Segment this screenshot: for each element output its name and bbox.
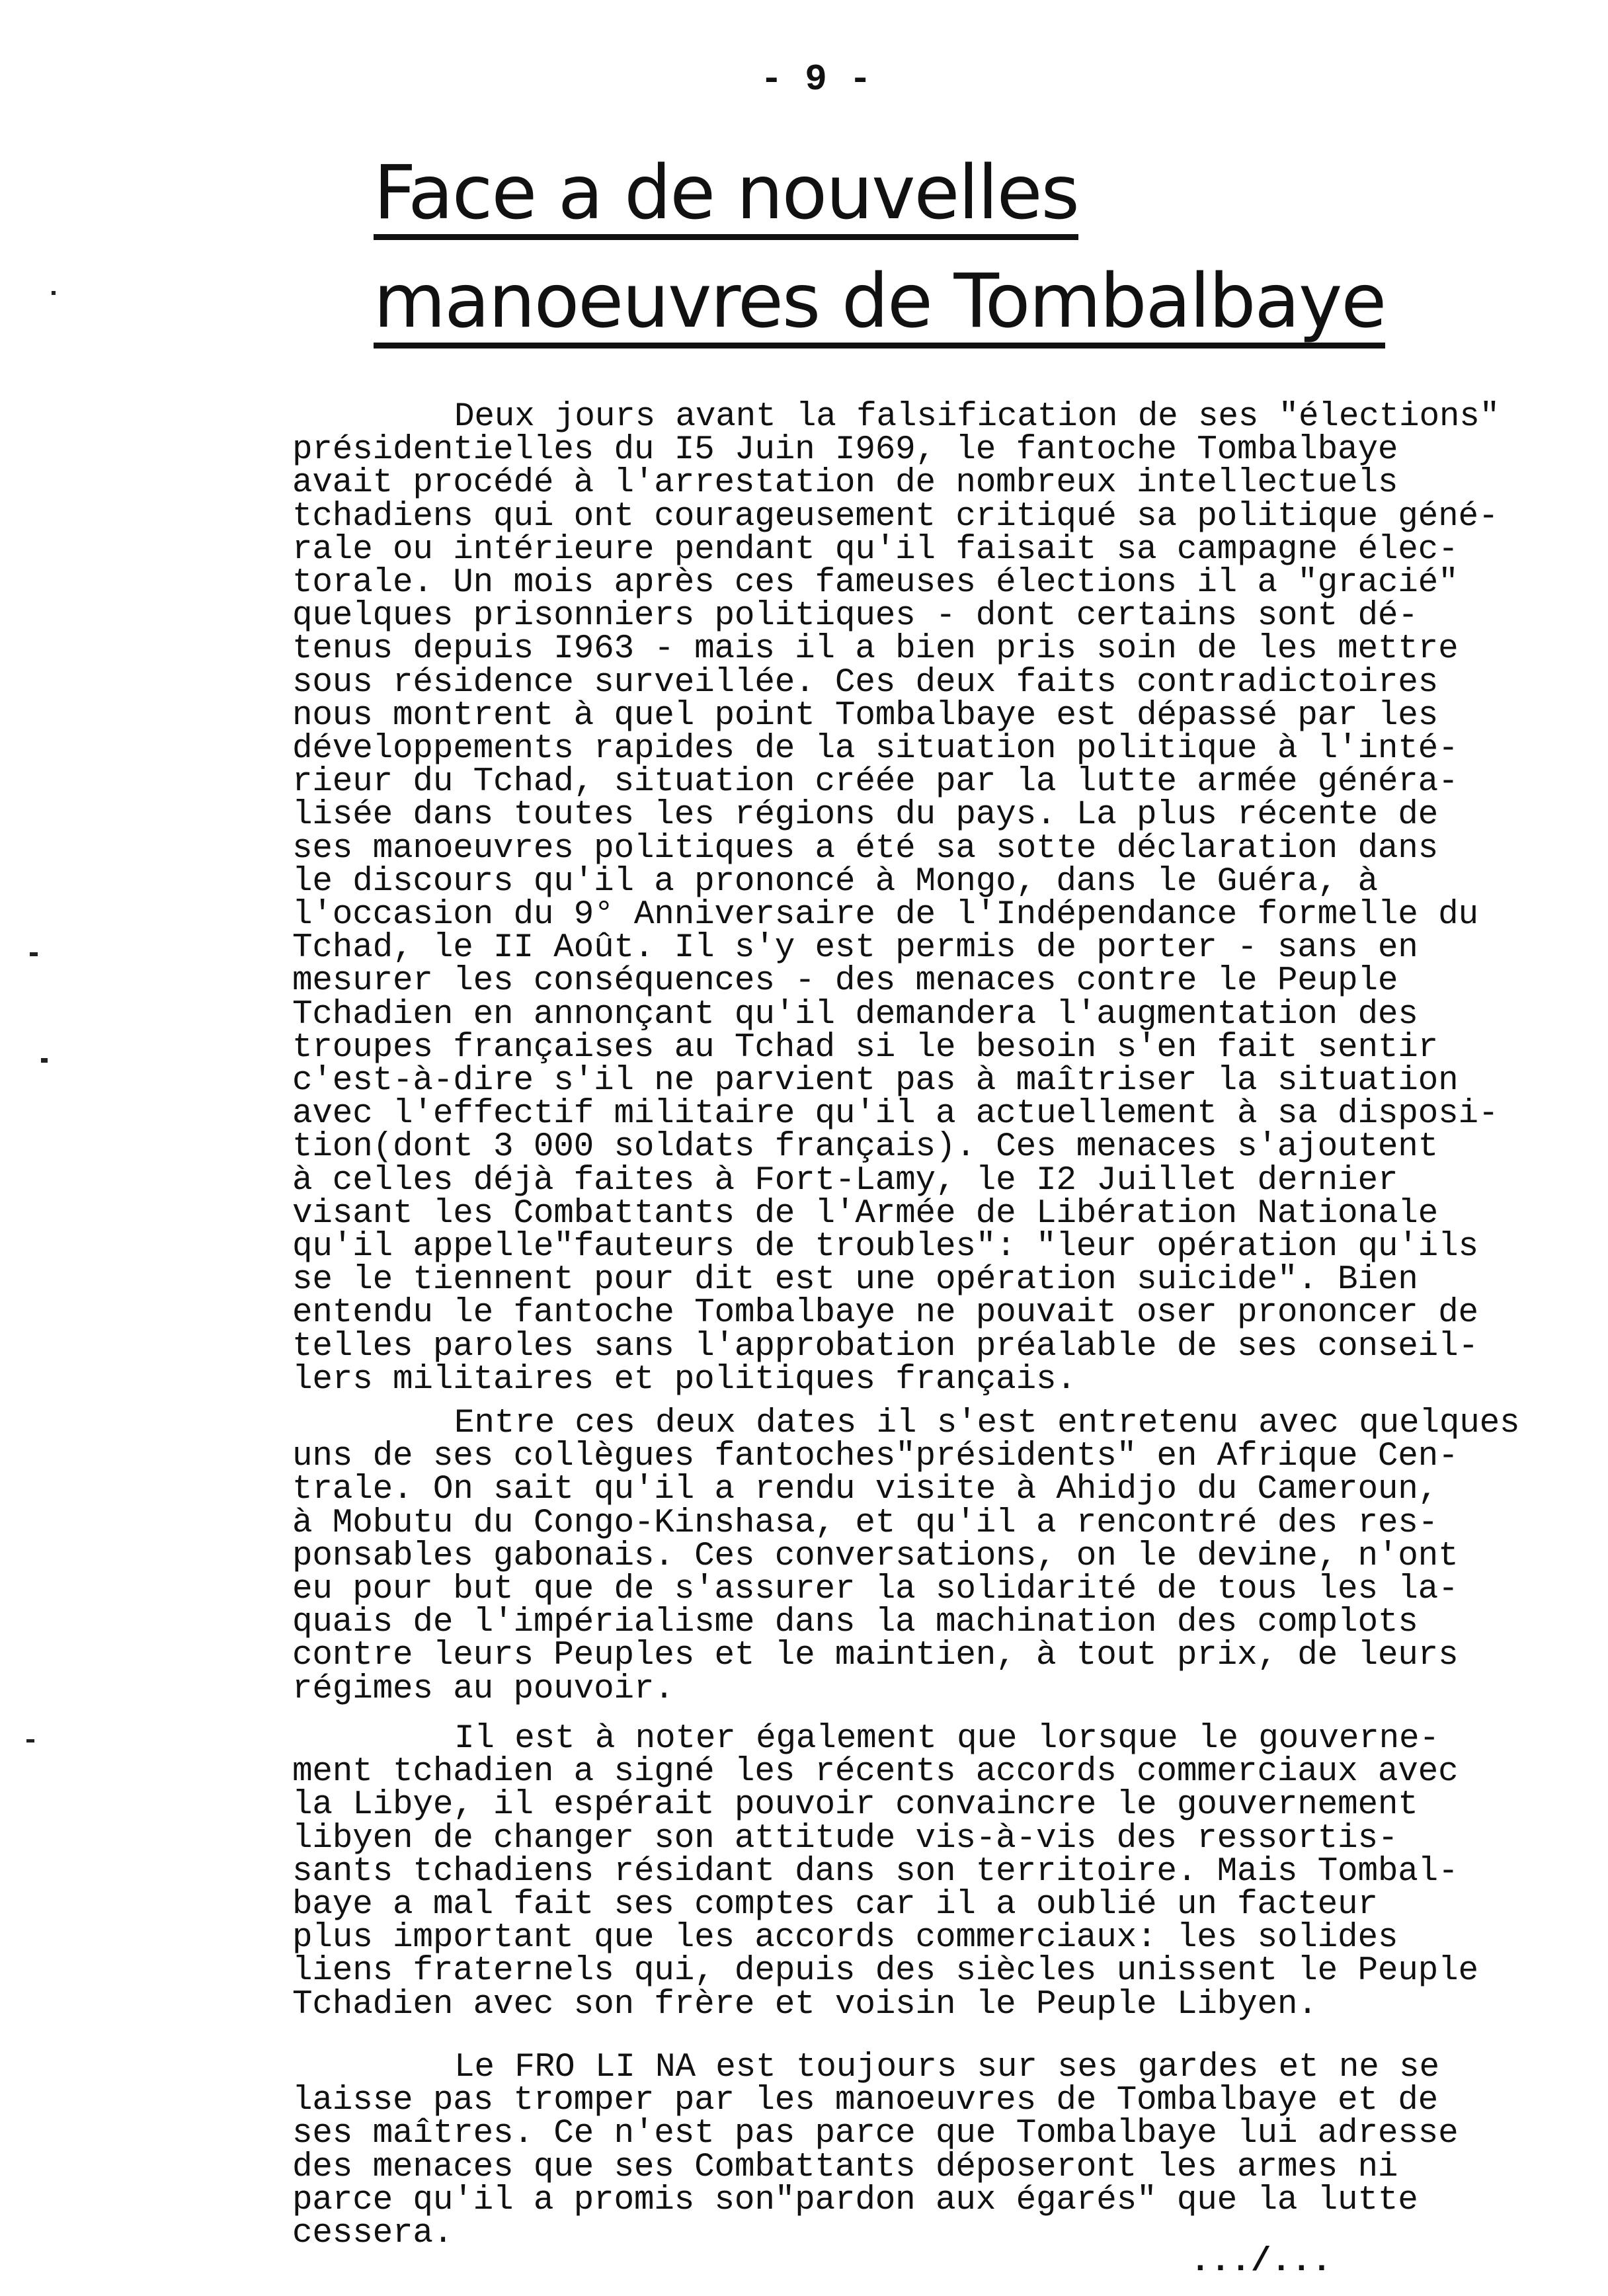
text-line: Tchad, le II Août. Il s'y est permis de porter - sans en xyxy=(292,929,1418,967)
text-line: baye a mal fait ses comptes car il a oublié un facteur xyxy=(292,1886,1378,1924)
margin-speck xyxy=(30,952,38,956)
text-line: qu'il appelle"fauteurs de troubles": "leur opération qu'ils xyxy=(292,1228,1478,1266)
text-line: le discours qu'il a prononcé à Mongo, dans le Guéra, à xyxy=(292,862,1378,901)
text-line: à Mobutu du Congo-Kinshasa, et qu'il a rencontré des res- xyxy=(292,1504,1439,1542)
paragraph-3 xyxy=(292,1720,1478,2024)
text-line: lisée dans toutes les régions du pays. La plus récente de xyxy=(292,796,1439,835)
text-line: sants tchadiens résidant dans son territoire. Mais Tombal- xyxy=(292,1852,1459,1891)
text-line: telles paroles sans l'approbation préalable de ses conseil- xyxy=(292,1327,1478,1366)
text-line: eu pour but que de s'assurer la solidarité de tous les la- xyxy=(292,1571,1459,1609)
text-line: Entre ces deux dates il s'est entretenu avec quelques xyxy=(454,1405,1520,1442)
text-line: ponsables gabonais. Ces conversations, on le devine, n'ont xyxy=(292,1537,1459,1575)
text-line: contre leurs Peuples et le maintien, à tout prix, de leurs xyxy=(292,1637,1459,1675)
text-line: uns de ses collègues fantoches"présidents" en Afrique Cen- xyxy=(292,1438,1459,1476)
text-line: quais de l'impérialisme dans la machination des complots xyxy=(292,1604,1418,1642)
text-line: entendu le fantoche Tombalbaye ne pouvait oser prononcer de xyxy=(292,1294,1478,1332)
text-line: torale. Un mois après ces fameuses élections il a "gracié" xyxy=(292,564,1459,602)
text-line: sous résidence surveillée. Ces deux faits contradictoires xyxy=(292,663,1439,702)
text-line: troupes françaises au Tchad si le besoin s'en fait sentir xyxy=(292,1028,1439,1067)
text-line: Tchadien en annonçant qu'il demandera l'augmentation des xyxy=(292,995,1418,1034)
text-line: ment tchadien a signé les récents accords commerciaux avec xyxy=(292,1753,1459,1791)
text-line: présidentielles du I5 Juin I969, le fantoche Tombalbaye xyxy=(292,431,1398,470)
text-line: lers militaires et politiques français. xyxy=(292,1360,1076,1399)
paragraph-4 xyxy=(292,2049,1459,2253)
paragraph-1 xyxy=(292,398,1500,1399)
text-line: la Libye, il espérait pouvoir convaincre le gouvernement xyxy=(292,1786,1418,1824)
text-line: parce qu'il a promis son"pardon aux égarés" que la lutte xyxy=(292,2181,1418,2219)
text-line: ses manoeuvres politiques a été sa sotte déclaration dans xyxy=(292,829,1439,868)
title-line-2: manoeuvres de Tombalbaye xyxy=(374,265,1385,348)
text-line: rale ou intérieure pendant qu'il faisait sa campagne élec- xyxy=(292,530,1459,569)
text-line: à celles déjà faites à Fort-Lamy, le I2 Juillet dernier xyxy=(292,1161,1398,1200)
text-line: avec l'effectif militaire qu'il a actuellement à sa disposi- xyxy=(292,1095,1499,1133)
text-line: libyen de changer son attitude vis-à-vis des ressortis- xyxy=(292,1819,1398,1858)
continuation-mark: .../... xyxy=(1190,2243,1332,2281)
text-line: visant les Combattants de l'Armée de Libération Nationale xyxy=(292,1194,1439,1233)
text-line: ses maîtres. Ce n'est pas parce que Tombalbaye lui adresse xyxy=(292,2115,1459,2153)
text-line: quelques prisonniers politiques - dont certains sont dé- xyxy=(292,597,1418,636)
text-line: tenus depuis I963 - mais il a bien pris soin de les mettre xyxy=(292,630,1459,669)
title-line-1: Face a de nouvelles xyxy=(374,156,1078,240)
margin-speck xyxy=(26,1739,34,1742)
text-line: cessera. xyxy=(292,2215,454,2253)
text-line: Deux jours avant la falsification de ses "élections" xyxy=(454,398,1500,436)
margin-speck xyxy=(52,291,56,295)
margin-speck xyxy=(41,1058,48,1063)
text-line: Tchadien avec son frère et voisin le Peuple Libyen. xyxy=(292,1985,1318,2024)
text-line: avait procédé à l'arrestation de nombreux intellectuels xyxy=(292,464,1398,503)
text-line: rieur du Tchad, situation créée par la lutte armée généra- xyxy=(292,763,1459,801)
text-line: tion(dont 3 000 soldats français). Ces menaces s'ajoutent xyxy=(292,1128,1439,1167)
text-line: l'occasion du 9° Anniversaire de l'Indépendance formelle du xyxy=(292,896,1478,934)
text-line: Il est à noter également que lorsque le gouverne- xyxy=(454,1720,1439,1758)
text-line: mesurer les conséquences - des menaces contre le Peuple xyxy=(292,962,1398,1001)
text-line: nous montrent à quel point Tombalbaye est dépassé par les xyxy=(292,696,1439,735)
text-line: laisse pas tromper par les manoeuvres de Tombalbaye et de xyxy=(292,2082,1439,2120)
text-line: des menaces que ses Combattants déposeront les armes ni xyxy=(292,2148,1398,2186)
text-line: tchadiens qui ont courageusement critiqué sa politique géné- xyxy=(292,497,1499,536)
text-line: se le tiennent pour dit est une opération suicide". Bien xyxy=(292,1261,1418,1299)
text-line: Le FRO LI NA est toujours sur ses gardes et ne se xyxy=(454,2049,1439,2086)
text-line: trale. On sait qu'il a rendu visite à Ahidjo du Cameroun, xyxy=(292,1471,1439,1509)
text-line: développements rapides de la situation politique à l'inté- xyxy=(292,730,1459,768)
text-line: liens fraternels qui, depuis des siècles unissent le Peuple xyxy=(292,1952,1478,1990)
paragraph-2 xyxy=(292,1407,1519,1706)
page-number: - 9 - xyxy=(760,58,872,101)
text-line: régimes au pouvoir. xyxy=(292,1670,674,1708)
text-line: plus important que les accords commerciaux: les solides xyxy=(292,1919,1398,1957)
text-line: c'est-à-dire s'il ne parvient pas à maîtriser la situation xyxy=(292,1062,1459,1100)
